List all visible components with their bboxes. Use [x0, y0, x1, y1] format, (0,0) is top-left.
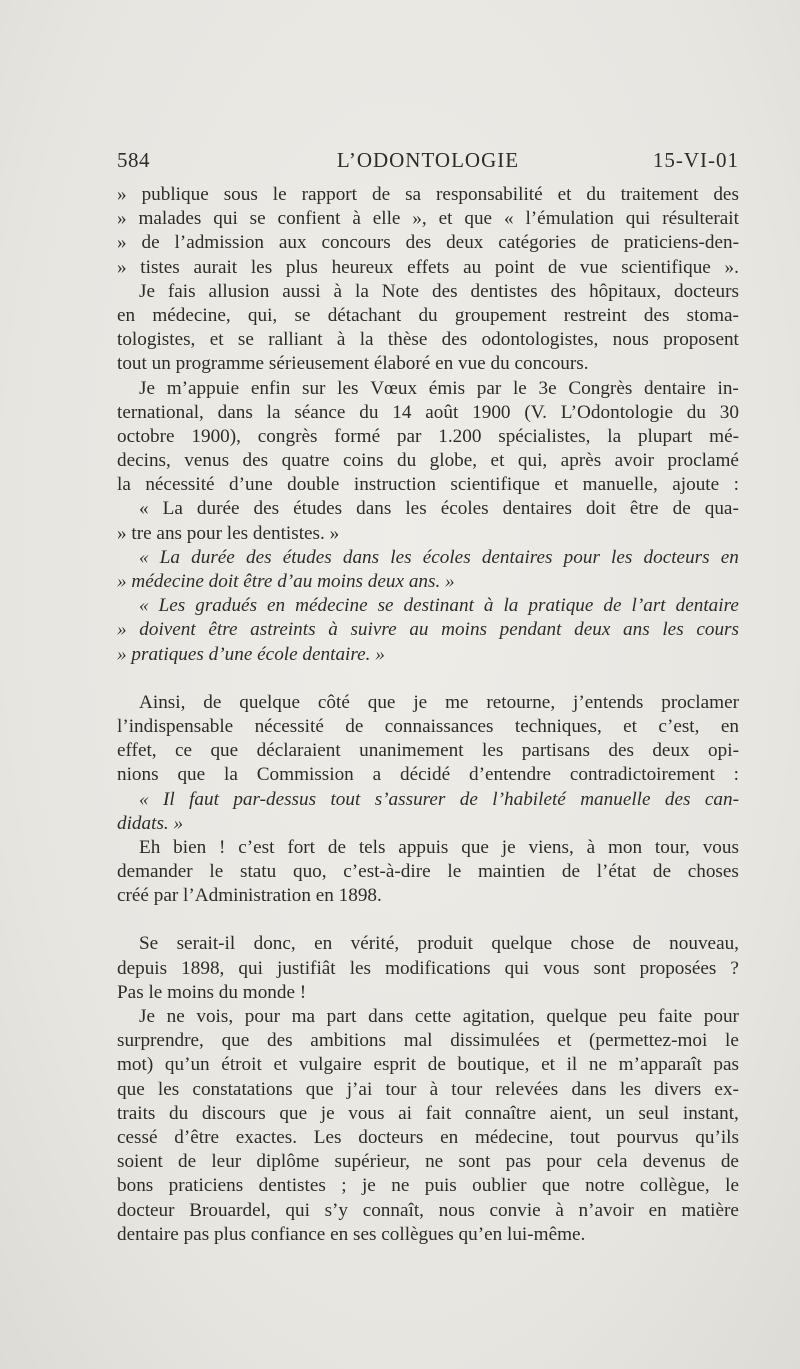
text-line: Je ne vois, pour ma part dans cette agitation, quelque peu faite pour: [139, 1006, 739, 1027]
text-line: » malades qui se confient à elle », et que « l’émulation qui résulterait: [117, 208, 739, 230]
text-line: que les constatations que j’ai tour à tour relevées dans les divers ex-: [117, 1078, 739, 1100]
text-line: » tistes aurait les plus heureux effets au point de vue scientifique ».: [117, 256, 739, 278]
text-line: mot) qu’un étroit et vulgaire esprit de boutique, et il ne m’apparaît pas: [117, 1054, 739, 1076]
paragraph-gap: [117, 667, 739, 691]
text-line: dentaire pas plus confiance en ses collègues qu’en lui-même.: [117, 1223, 586, 1245]
text-line: en médecine, qui, se détachant du groupement restreint des stoma-: [117, 304, 739, 326]
text-line: » tre ans pour les dentistes. »: [117, 522, 340, 544]
text-line: tout un programme sérieusement élaboré en vue du concours.: [117, 353, 589, 375]
text-line: » médecine doit être d’au moins deux ans. »: [117, 571, 455, 592]
text-line: docteur Brouardel, qui s’y connaît, nous convie à n’avoir en matière: [117, 1199, 739, 1221]
text-line: » publique sous le rapport de sa responsabilité et du traitement des: [117, 184, 739, 205]
text-line: decins, venus des quatre coins du globe, et qui, après avoir proclamé: [117, 450, 739, 472]
text-line: tologistes, et se ralliant à la thèse des odontologistes, nous proposent: [117, 329, 739, 351]
text-line: traits du discours que je vous ai fait connaître aient, un seul instant,: [117, 1102, 739, 1124]
running-title: L’ODONTOLOGIE: [336, 148, 520, 172]
page-number: 584: [117, 148, 150, 172]
text-line: Pas le moins du monde !: [117, 981, 307, 1003]
text-line: Je fais allusion aussi à la Note des dentistes des hôpitaux, docteurs: [139, 280, 739, 302]
text-line: depuis 1898, qui justifiât les modifications qui vous sont proposées ?: [117, 957, 739, 979]
text-line: la nécessité d’une double instruction scientifique et manuelle, ajoute :: [117, 474, 739, 496]
running-header: [117, 148, 739, 174]
text-line: demander le statu quo, c’est-à-dire le maintien de l’état de choses: [117, 861, 739, 883]
text-line: » doivent être astreints à suivre au moins pendant deux ans les cours: [117, 619, 739, 641]
text-line: » de l’admission aux concours des deux catégories de praticiens-den-: [117, 232, 739, 254]
text-line: « La durée des études dans les écoles dentaires doit être de qua-: [139, 498, 739, 520]
text-line: Se serait-il donc, en vérité, produit quelque chose de nouveau,: [139, 933, 739, 955]
text-line: « La durée des études dans les écoles dentaires pour les docteurs en: [139, 546, 739, 568]
text-line: cessé d’être exactes. Les docteurs en médecine, tout pourvus qu’ils: [117, 1126, 739, 1148]
text-line: Ainsi, de quelque côté que je me retourne, j’entends proclamer: [139, 691, 739, 713]
body-text: [117, 183, 739, 1247]
text-line: Eh bien ! c’est fort de tels appuis que je viens, à mon tour, vous: [139, 836, 739, 858]
text-line: nions que la Commission a décidé d’entendre contradictoirement :: [117, 764, 739, 786]
text-line: effet, ce que déclaraient unanimement les partisans des deux opi-: [117, 740, 739, 762]
text-line: bons praticiens dentistes ; je ne puis oublier que notre collègue, le: [117, 1175, 739, 1197]
text-line: l’indispensable nécessité de connaissances techniques, et c’est, en: [117, 715, 739, 737]
text-line: créé par l’Administration en 1898.: [117, 885, 382, 907]
text-line: » pratiques d’une école dentaire. »: [117, 643, 385, 665]
text-line: « Les gradués en médecine se destinant à la pratique de l’art dentaire: [139, 595, 739, 617]
text-line: soient de leur diplôme supérieur, ne sont pas pour cela devenus de: [117, 1151, 739, 1173]
text-line: ternational, dans la séance du 14 août 1900 (V. L’Odontologie du 30: [117, 401, 739, 423]
text-line: Je m’appuie enfin sur les Vœux émis par le 3e Congrès dentaire in-: [139, 377, 739, 399]
text-line: octobre 1900), congrès formé par 1.200 spécialistes, la plupart mé-: [117, 425, 739, 447]
issue-date: 15-VI-01: [652, 148, 739, 172]
text-line: surprendre, que des ambitions mal dissimulées et (permettez-moi le: [117, 1030, 739, 1052]
text-line: « Il faut par-dessus tout s’assurer de l’habileté manuelle des can-: [139, 788, 739, 810]
text-line: didats. »: [117, 812, 184, 834]
paragraph-gap: [117, 908, 739, 932]
